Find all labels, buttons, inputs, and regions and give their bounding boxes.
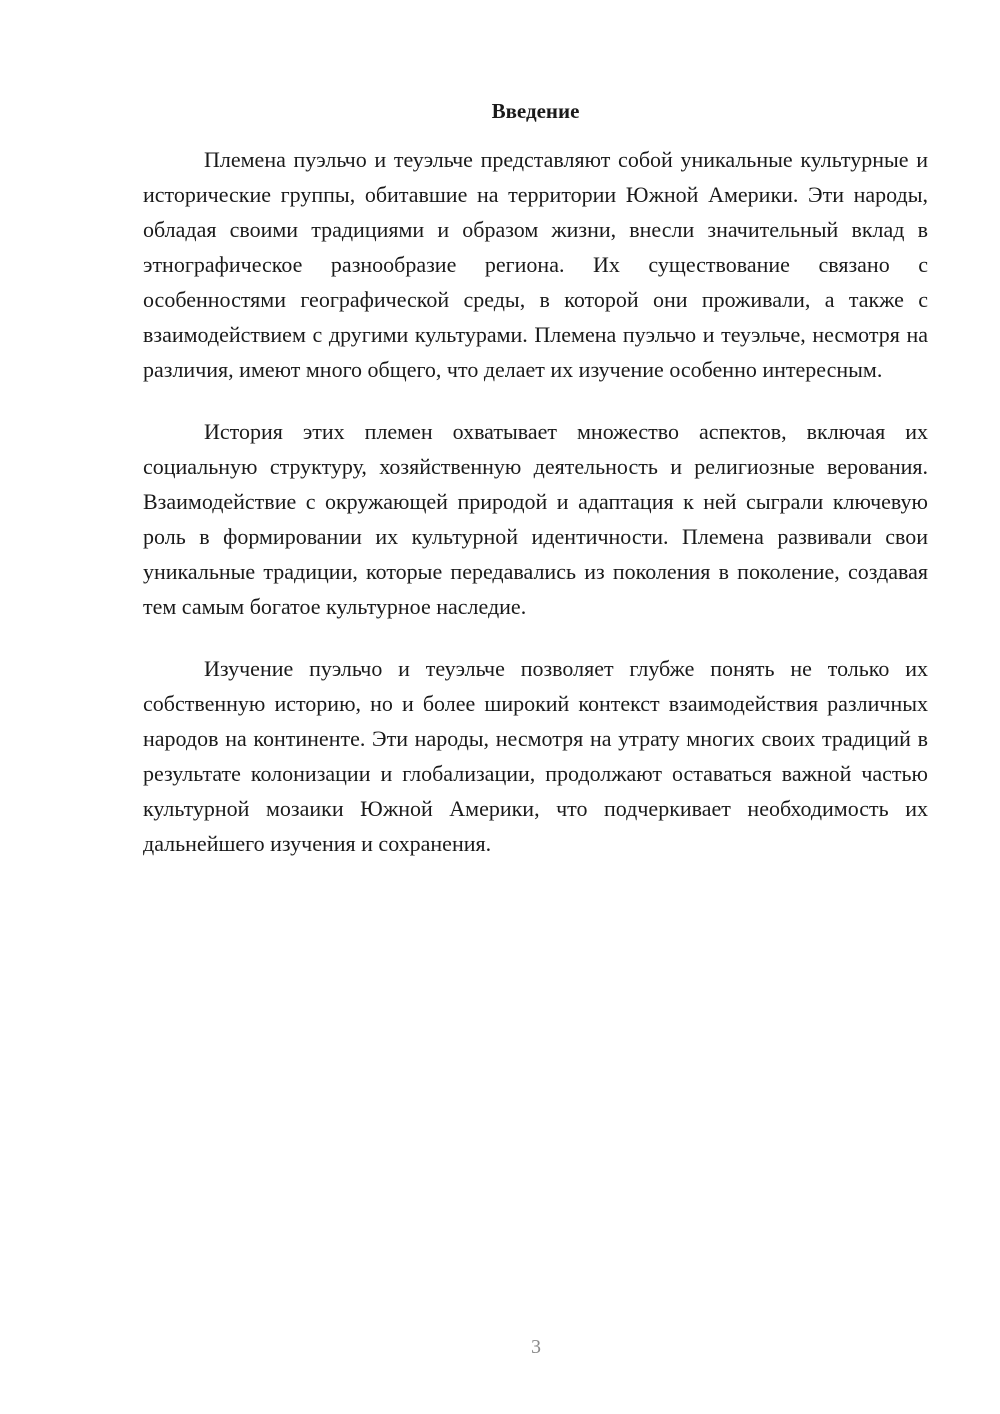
paragraph-1: Племена пуэльчо и теуэльче представляют собой уникальные культурные и исторические группы, обитавшие на территории Южной Америки. Эти народы, обладая своими традициями и образом жизни, внесли значительный вклад в этнографическое разнообразие региона. Их существование связано с особенностями географической среды, в которой они проживали, а также с взаимодействием с другими культурами. Племена пуэльчо и теуэльче, несмотря на различия, имеют много общего, что делает их изучение особенно интересным. [143, 147, 928, 382]
page-number: 3 [531, 1336, 541, 1358]
paragraph-3: Изучение пуэльчо и теуэльче позволяет глубже понять не только их собственную историю, но и более широкий контекст взаимодействия различных народов на континенте. Эти народы, несмотря на утрату многих своих традиций в результате колонизации и глобализации, продолжают оставаться важной частью культурной мозаики Южной Америки, что подчеркивает необходимость их дальнейшего изучения и сохранения. [143, 656, 928, 856]
section-heading: Введение [491, 99, 580, 123]
body-text [143, 142, 928, 888]
paragraph-2: История этих племен охватывает множество аспектов, включая их социальную структуру, хозяйственную деятельность и религиозные верования. Взаимодействие с окружающей природой и адаптация к ней сыграли ключевую роль в формировании их культурной идентичности. Племена развивали свои уникальные традиции, которые передавались из поколения в поколение, создавая тем самым богатое культурное наследие. [143, 419, 928, 619]
